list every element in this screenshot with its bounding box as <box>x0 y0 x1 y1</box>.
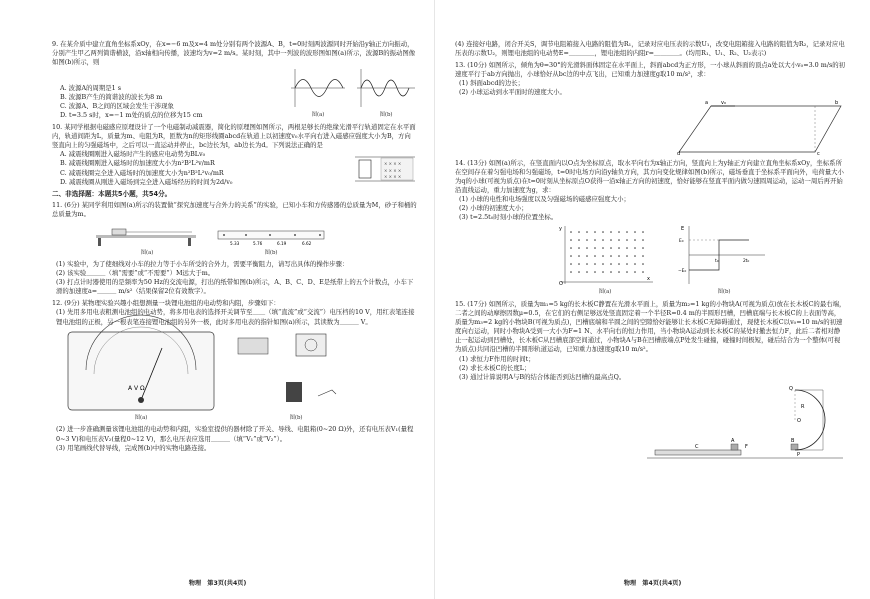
field-dot <box>578 255 580 257</box>
q12-fig-b-caption: 图(b) <box>289 414 303 421</box>
q15-part-1: (1) 求恒力F作用的时间t； <box>459 354 535 363</box>
field-dot <box>618 255 620 257</box>
field-dot <box>578 263 580 265</box>
svg-text:× × × ×: × × × × <box>384 160 402 166</box>
field-dot <box>634 271 636 273</box>
field-dot <box>570 247 572 249</box>
q14-axis-neg-e0: −E₀ <box>678 269 687 275</box>
field-dot <box>626 247 628 249</box>
field-dot <box>618 231 620 233</box>
field-dot <box>610 271 612 273</box>
page-3-footer: 物理 第3页(共4页) <box>188 580 247 588</box>
q11-part-3: (3) 打点计时器使用的是频率为50 Hz的交流电源，打出的纸带如图(b)所示，A、B、C、D、E是纸带上的五个计数点，小车下滑的加速度a=＿＿＿ m/s²（结果保留2位有效数字）。 <box>56 278 414 296</box>
field-dot <box>586 263 588 265</box>
cart-track-apparatus-icon <box>92 221 202 247</box>
question-9 <box>52 40 417 120</box>
q14-axis-x: x <box>647 276 650 283</box>
field-dot <box>634 231 636 233</box>
field-dot <box>626 263 628 265</box>
q14-figure-b <box>679 224 769 297</box>
q15-stem: 15. (17分) 如图所示，质量为m₁=5 kg的长木板C静置在光滑水平面上，质量为m₂=1 kg的小物块A(可视为质点)放在长木板C的最右端，二者之间的动摩擦因数μ=0.5，在它们的右侧足够远处竖直固定着一个半径R=0.4 m的半圆形凹槽，凹槽底端与长木板C的上表面等高，质量为m₃=2 kg的小物块B(可视为质点)，凹槽底端和半圆之间的空隙恰好能够让长木板C无障碍通过，现使长木板C以v₀=10 m/s的初速度向右运动，同时小物块A受到一大小为F=1 N、水平向右的恒力作用，当小物块A运动到长木板C的某处时撤去恒力F，此后二者相对静止一起运动到凹槽处，长木板C从凹槽底部空间通过，小物块A与B在凹槽底端点P处发生碰撞，碰撞时间极短，碰后结合为一个整体(可视为质点)共同沿凹槽的半圆形轨道运动，已知重力加速度g取10 m/s²。 <box>455 299 846 354</box>
section-2-heading: 二、非选择题：本题共5小题，共54分。 <box>52 189 172 198</box>
field-dot <box>626 255 628 257</box>
q14-origin: O <box>559 281 563 288</box>
field-dot <box>602 239 604 241</box>
q11-fig-b-caption: 图(b) <box>264 250 278 257</box>
field-dot <box>634 255 636 257</box>
inclined-plane-diagram-icon <box>675 98 845 156</box>
q15-part-3: (3) 通过计算说明A与B的结合体能否到达凹槽的最高点Q。 <box>459 372 626 381</box>
q15-label-b: B <box>791 437 795 444</box>
q12-fig-a-caption: 图(a) <box>134 414 148 421</box>
q11-figures <box>92 221 417 258</box>
question-12 <box>52 299 417 452</box>
q14-stem: 14. (13分) 如图(a)所示，在竖直面内以O点为坐标原点，取水平向右为x轴正方向，竖直向上为y轴正方向建立直角坐标系xOy，坐标系所在空间存在着匀强电场和匀强磁场，t=0时电场方向沿y轴负方向，其方向变化规律如图(b)所示，磁场垂直于坐标系平面向外，电荷量大小为q的小球(可视为质点)在t=0时刻从坐标原点O获得一沿x轴正方向的初速度，恰好能够在竖直平面内做匀速圆周运动，运动一周后再开始沿直线运动，重力加速度为g，求： <box>455 158 844 194</box>
q11-stem: 11. (6分) 某同学利用如图(a)所示的装置做“探究加速度与合外力的关系”的实验，已知小车和方传感器的总质量为M，砂子和桶的总质量为m。 <box>52 201 417 219</box>
q15-label-f: F <box>745 443 748 450</box>
q14-axis-y: y <box>559 226 562 233</box>
question-13 <box>455 61 846 155</box>
field-dot <box>626 271 628 273</box>
q9-option-a[interactable]: A. 波源A的周期是1 s <box>60 83 122 92</box>
field-dot <box>642 263 644 265</box>
q15-label-r: R <box>801 403 805 410</box>
q9-option-c[interactable]: C. 波源A、B之间的区域会发生干涉现象 <box>60 101 174 110</box>
q14-axis-t0: t₀ <box>715 259 719 265</box>
q10-options <box>52 150 345 186</box>
field-dot <box>578 231 580 233</box>
q10-option-a[interactable]: A. 减震线圈刚进入磁场时产生的感应电动势为BLv₀ <box>60 150 206 159</box>
field-dot <box>642 231 644 233</box>
q9-option-b[interactable]: B. 波源B产生的简谐波的波长为8 m <box>60 92 163 101</box>
q13-label-v0: v₀ <box>721 99 726 106</box>
q10-body <box>52 150 417 186</box>
q11-part-1: (1) 实验中，为了使细线对小车的拉力等于小车所受的合外力，需要平衡阻力，请写出具体的操作步骤： <box>56 260 349 269</box>
field-dot <box>618 239 620 241</box>
q13-label-d: d <box>677 150 681 157</box>
q14-part-2: (2) 小球的初速度大小； <box>459 204 528 213</box>
tape-label-1: 5.33 <box>230 241 240 247</box>
dot-field-grid-icon <box>555 224 655 286</box>
q12-figure-a <box>66 330 216 423</box>
field-dot <box>610 255 612 257</box>
q15-label-q: Q <box>789 385 793 392</box>
paper-tape-icon <box>216 225 326 247</box>
field-dot <box>594 247 596 249</box>
q15-label-p: P <box>797 451 801 458</box>
field-dot <box>586 247 588 249</box>
field-dot <box>602 247 604 249</box>
q12-part-3: (3) 用笔画线代替导线，完成图(b)中的实物电路连接。 <box>56 443 211 452</box>
svg-text:× × × ×: × × × × <box>384 173 402 179</box>
q9-option-d[interactable]: D. t=3.5 s时，x=−1 m处的质点的位移为15 cm <box>60 110 203 119</box>
q9-figure-b <box>355 67 417 120</box>
question-11 <box>52 201 417 296</box>
field-dot <box>586 239 588 241</box>
field-dot <box>618 271 620 273</box>
q14-part-1: (1) 小球的电性和电场强度以及匀强磁场的磁感应强度大小； <box>459 194 630 203</box>
q14-axis-e0: E₀ <box>679 239 684 245</box>
q15-label-o: O <box>797 417 801 424</box>
field-dot <box>570 239 572 241</box>
q11-figure-b <box>216 225 326 258</box>
q13-stem: 13. (10分) 如图所示，倾角为θ=30°的光滑斜面体固定在水平面上，斜面abcd为正方形，一小球从斜面的顶点a处以大小v₀=3.0 m/s的初速度平行于ab方向抛出，小球恰好从bc边的中点飞出，已知重力加速度g取10 m/s²，求： <box>455 61 846 79</box>
field-dot <box>634 247 636 249</box>
q10-option-b[interactable]: B. 减震线圈刚进入磁场时的加速度大小为n²B²L²v/mR <box>60 159 215 168</box>
tape-label-3: 6.19 <box>277 241 287 247</box>
question-15 <box>455 300 846 464</box>
field-dot <box>578 271 580 273</box>
q9-fig-a-caption: 图(a) <box>311 112 325 119</box>
vibration-graph-icon <box>355 67 417 109</box>
field-dot <box>618 247 620 249</box>
q13-part-1: (1) 斜面abcd的边长； <box>459 79 524 88</box>
board-and-groove-diagram-icon <box>645 382 845 464</box>
q14-figures <box>555 224 846 297</box>
q15-part-2: (2) 求长木板C的长度L； <box>459 363 531 372</box>
question-14 <box>455 159 846 297</box>
field-dot <box>586 231 588 233</box>
field-dot <box>610 231 612 233</box>
field-dot <box>586 271 588 273</box>
field-dot <box>578 247 580 249</box>
q10-stem: 10. 某同学根据电磁感应原理设计了一个电磁制动减震器，简化的原理图如图所示，两根足够长的绝缘光滑平行轨道固定在水平面内，轨道间距为L，质量为m、电阻为R，匝数为n的矩形线圈abcd在轨道上以初速度v₀水平向右进入磁感应强度大小为B，方向竖直向上的匀强磁场中，之后可以一直运动并停止，bc边长为l，ab边长为d。下列说法正确的是 <box>52 123 416 150</box>
field-dot <box>610 247 612 249</box>
multimeter-icon <box>66 330 216 412</box>
q14-axis-e: E <box>681 226 685 233</box>
q9-stem: 9. 在某介质中建立直角坐标系xOy，在x=−6 m及x=4 m处分别有两个波源A、B，t=0时刻两波源同时开始沿y轴正方向振动，分别产生甲乙两列简谐横波，沿x轴相向传播，波速均为v=2 m/s。某时刻，其中一列波的波形图如图(a)所示，波源B的振动图像如图(b)所示，则 <box>52 40 416 67</box>
meter-label: A V Ω <box>128 384 145 392</box>
q12-stem: 12. (9分) 某物理实验兴趣小组想测量一块锂电池组的电动势和内阻，步骤如下： <box>52 299 280 308</box>
field-dot <box>610 263 612 265</box>
field-dot <box>586 255 588 257</box>
field-dot <box>642 247 644 249</box>
wave-graph-icon <box>289 67 347 109</box>
tape-label-2: 5.76 <box>253 241 263 247</box>
page-4-footer: 物理 第4页(共4页) <box>623 580 682 588</box>
field-dot <box>626 231 628 233</box>
svg-text:× × × ×: × × × × <box>384 167 402 173</box>
q13-label-c: c <box>817 150 820 157</box>
field-dot <box>602 271 604 273</box>
q14-figure-a <box>555 224 655 297</box>
q12-part-1: (1) 先用多用电表粗测电池组的电动势，将多用电表的选择开关调节至＿＿（填“直流”或“交流”）电压档的10 V，用红表笔连接锂电池组的正极，另一根表笔连接锂电池组的另外一极，此时多用电表的指针如图(a)所示，其读数为＿＿＿ V。 <box>56 308 415 326</box>
circuit-components-icon <box>236 330 356 412</box>
field-dot <box>570 263 572 265</box>
field-dot <box>570 271 572 273</box>
field-dot <box>634 263 636 265</box>
field-dot <box>594 263 596 265</box>
field-dot <box>594 239 596 241</box>
q13-body <box>455 61 846 97</box>
q15-label-c: C <box>695 443 699 450</box>
field-dot <box>626 239 628 241</box>
q14-axis-2t0: 2t₀ <box>743 259 750 265</box>
q14-fig-a-caption: 图(a) <box>598 289 612 296</box>
tape-label-4: 6.62 <box>302 241 312 247</box>
field-dot <box>594 231 596 233</box>
field-dot <box>594 271 596 273</box>
q10-option-d[interactable]: D. 减震线圈从刚进入磁场到完全进入磁场经历的时间为2d/v₀ <box>60 177 233 186</box>
q12-figures <box>66 330 417 423</box>
q11-part-2: (2) 该实验＿＿＿（填“需要”或“不需要”）M远大于m。 <box>56 269 215 278</box>
field-dot <box>618 263 620 265</box>
q11-figure-a <box>92 221 202 258</box>
field-dot <box>570 255 572 257</box>
q12-part-2: (2) 进一步准确测量该锂电池组的电动势和内阻，实验室提供的器材除了开关、导线、电阻箱(0~20 Ω)外，还有电压表V₁(量程0~3 V)和电压表V₂(量程0~12 V)，那么电压表应选用＿＿＿（填“V₁”或“V₂”）。 <box>56 425 414 443</box>
field-dot <box>634 239 636 241</box>
q14-fig-b-caption: 图(b) <box>717 289 731 296</box>
q9-options <box>52 84 281 120</box>
page-4 <box>435 0 870 599</box>
field-dot <box>602 263 604 265</box>
q13-part-2: (2) 小球运动到水平面时的速度大小。 <box>459 88 566 97</box>
q12-figure-b <box>236 330 356 423</box>
q9-figure-a <box>289 67 347 120</box>
q13-text <box>455 61 846 97</box>
q13-label-a: a <box>705 99 709 106</box>
q12-part-4: (4) 连接好电路，闭合开关S，调节电阻箱接入电路的阻值为R₁，记录对应电压表的示数U₁，改变电阻箱接入电路的阻值为R₂，记录对应电压表的示数U₂，则锂电池组的电动势E=＿＿＿＿，锂电池组的内阻r=＿＿＿＿。(均用R₁、U₁、R₂、U₂表示) <box>455 40 845 58</box>
field-dot <box>570 231 572 233</box>
q11-fig-a-caption: 图(a) <box>140 250 154 257</box>
field-dot <box>602 255 604 257</box>
q10-option-c[interactable]: C. 减震线圈完全进入磁场时的加速度大小为n²B²L²v₀/mR <box>60 168 224 177</box>
q14-part-3: (3) t=2.5t₀时刻小球的位置坐标。 <box>459 213 558 222</box>
field-dot <box>610 239 612 241</box>
q13-label-b: b <box>835 99 839 106</box>
q9-fig-b-caption: 图(b) <box>379 112 393 119</box>
q15-label-a: A <box>731 437 735 444</box>
field-dot <box>642 255 644 257</box>
field-dot <box>578 239 580 241</box>
field-dot <box>642 239 644 241</box>
field-dot <box>642 271 644 273</box>
question-10 <box>52 123 417 187</box>
field-time-graph-icon <box>679 224 769 286</box>
field-dot <box>594 255 596 257</box>
field-dot <box>602 231 604 233</box>
magnetic-field-diagram-icon <box>353 151 417 187</box>
q9-figures <box>52 67 417 120</box>
